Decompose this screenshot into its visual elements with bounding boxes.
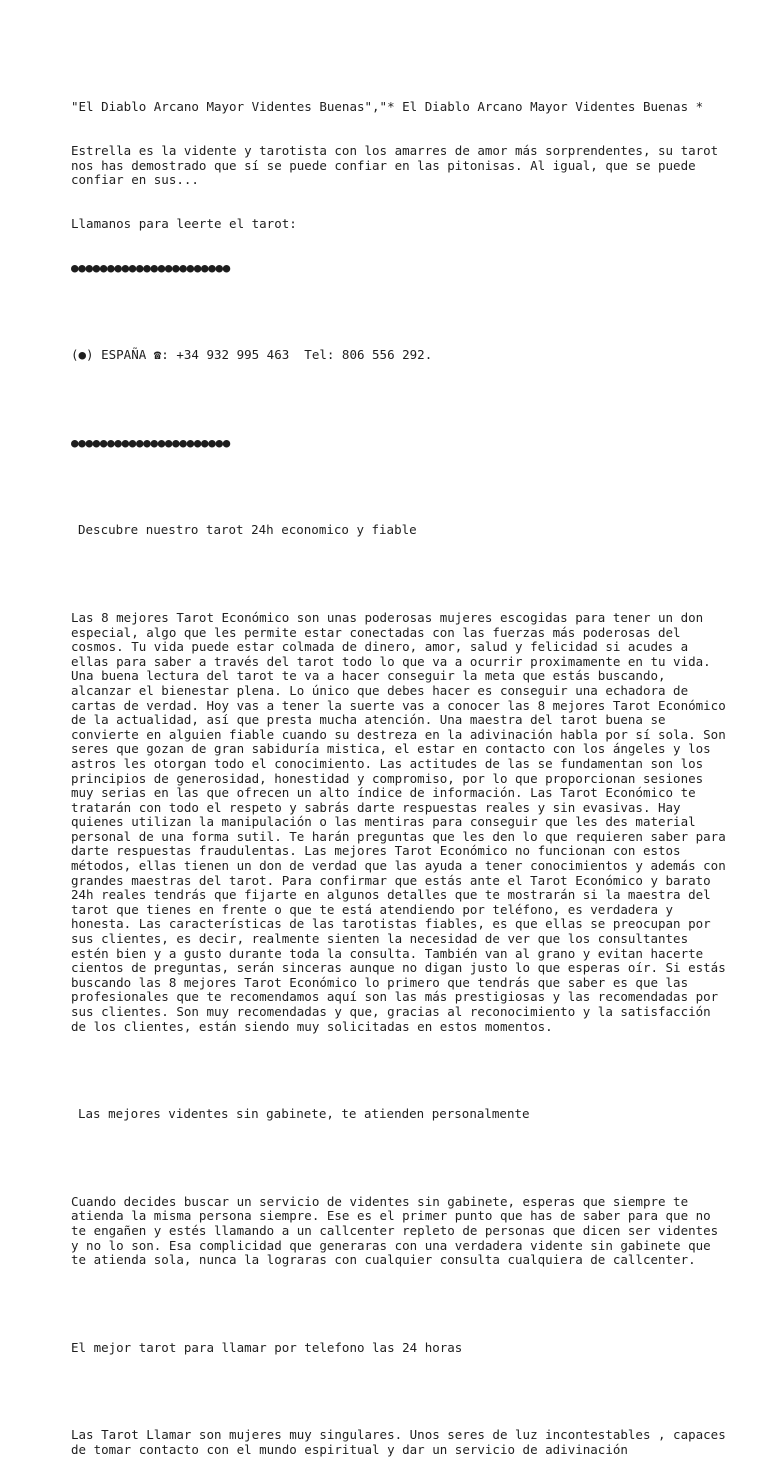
phone-line: (●) ESPAÑA ☎: +34 932 995 463 Tel: 806 556 292. (71, 347, 433, 363)
spacer (71, 480, 731, 495)
spacer (71, 1297, 731, 1312)
spacer (71, 392, 731, 407)
spacer (71, 1151, 731, 1166)
section-heading: Descubre nuestro tarot 24h economico y fiable (78, 522, 417, 538)
paragraph: Cuando decides buscar un servicio de videntes sin gabinete, esperas que siempre te atienda la misma persona siempre. Ese es el primer punto que has de saber para que no te engañen y estés llamando a un callcenter repleto de personas que dicen ser videntes y no lo son. Esa complicidad que generaras con una verdadera vidente sin gabinete que te atienda sola, nunca la lograras con cualquier consulta cualquiera de callcenter. (71, 1193, 726, 1268)
dot-separator: ●●●●●●●●●●●●●●●●●●●●●● (71, 259, 230, 275)
spacer (71, 305, 731, 320)
dot-separator: ●●●●●●●●●●●●●●●●●●●●●● (71, 434, 230, 450)
call-line: Llamanos para leerte el tarot: (71, 215, 297, 231)
spacer (71, 1384, 731, 1399)
document-page (71, 71, 734, 1472)
intro-text: Estrella es la vidente y tarotista con los amarres de amor más sorprendentes, su tarot nos has demostrado que sí se puede confiar en las pitonisas. Al igual, que se puede confiar en sus... (71, 142, 726, 188)
section-heading: Las mejores videntes sin gabinete, te atienden personalmente (78, 1106, 530, 1122)
title-line: "El Diablo Arcano Mayor Videntes Buenas","* El Diablo Arcano Mayor Videntes Buenas * (71, 99, 704, 115)
spacer (71, 1063, 731, 1078)
paragraph: Las Tarot Llamar son mujeres muy singulares. Unos seres de luz incontestables , capaces de tomar contacto con el mundo espiritual y dar un servicio de adivinación (71, 1427, 734, 1457)
spacer (71, 567, 731, 582)
paragraph: Las 8 mejores Tarot Económico son unas poderosas mujeres escogidas para tener un don especial, algo que les permite estar conectadas con las fuerzas más poderosas del cosmos. Tu vida puede estar colmada de dinero, amor, salud y felicidad si acudes a ellas para saber a través del tarot todo lo que va a ocurrir proximamente en tu vida. Una buena lectura del tarot te va a hacer conseguir la meta que estás buscando, alcanzar el bienestar plena. Lo único que debes hacer es conseguir una echadora de cartas de verdad. Hoy vas a tener la suerte vas a conocer las 8 mejores Tarot Económico de la actualidad, así que presta mucha atención. Una maestra del tarot buena se convierte en alguien fiable cuando su destreza en la adivinación habla por sí sola. Son seres que gozan de gran sabiduría mistica, el estar en contacto con los ángeles y los astros les otorgan todo el conocimiento. Las actitudes de las se fundamentan son los principios de generosidad, honestidad y compromiso, por lo que proporcionan sesiones muy serias en las que ofrecen un alto índice de información. Las Tarot Económico te tratarán con todo el respeto y sabrás darte respuestas reales y sin evasivas. Hay quienes utilizan la manipulación o las mentiras para conseguir que les des material personal de una forma sutil. Te harán preguntas que les den lo que requieren saber para darte respuestas fraudulentas. Las mejores Tarot Económico no funcionan con estos métodos, ellas tienen un don de verdad que las ayuda a tener conocimientos y además con grandes maestras del tarot. Para confirmar que estás ante el Tarot Económico y barato 24h reales tendrás que fijarte en algunos detalles que te mostrarán si la maestra del tarot que tienes en frente o que te está atendiendo por teléfono, es verdadera y honesta. Las características de las tarotistas fiables, es que ellas se preocupan por sus clientes, es decir, realmente sienten la necesidad de ver que los consultantes estén bien y a gusto durante toda la consulta. También van al grano y evitan hacerte cientos de preguntas, serán sinceras aunque no digan justo lo que esperas oír. Si estás buscando las 8 mejores Tarot Económico lo primero que tendrás que saber es que las profesionales que te recomendamos aquí son las más prestigiosas y las recomendadas por sus clientes. Son muy recomendadas y que, gracias al reconocimiento y la satisfacción de los clientes, están siendo muy solicitadas en estos momentos. (71, 609, 734, 1034)
section-heading: El mejor tarot para llamar por telefono las 24 horas (71, 1339, 463, 1355)
